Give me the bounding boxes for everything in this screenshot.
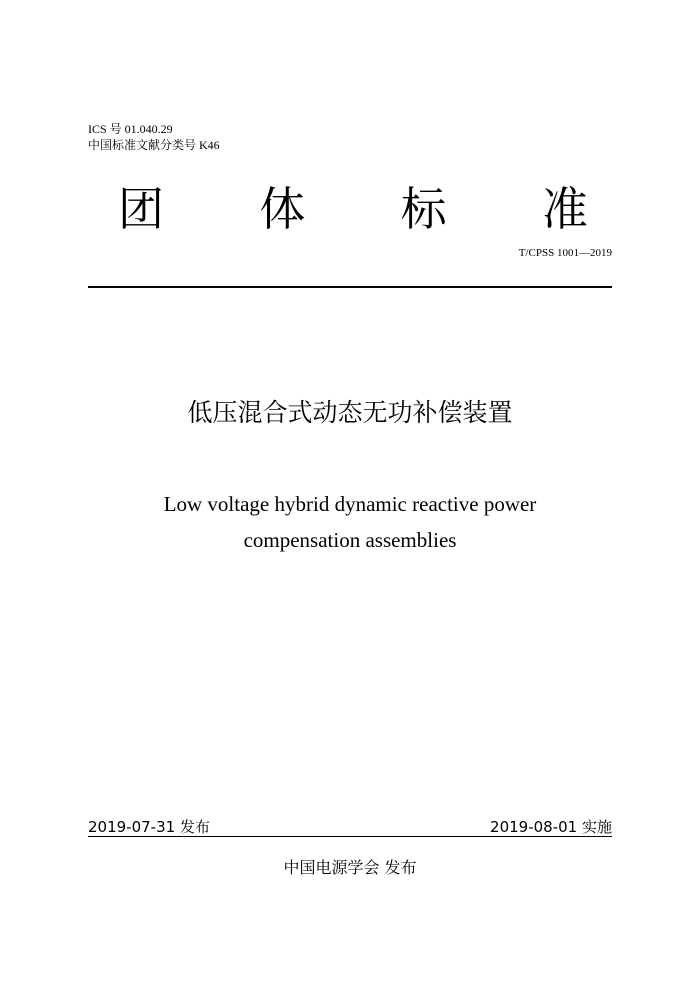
english-title-line-2: compensation assemblies	[243, 528, 457, 552]
english-title	[0, 486, 700, 558]
doc-type-char: 准	[541, 182, 588, 236]
top-divider	[88, 286, 612, 288]
bottom-divider	[88, 836, 612, 837]
standard-number: T/CPSS 1001—2019	[518, 247, 612, 259]
english-title-line-1: Low voltage hybrid dynamic reactive power	[163, 492, 537, 516]
chinese-title: 低压混合式动态无功补偿装置	[187, 398, 513, 427]
ccs-code: 中国标准文献分类号 K46	[88, 138, 220, 152]
implement-date: 2019-08-01 实施	[490, 818, 612, 836]
publish-date: 2019-07-31 发布	[88, 818, 210, 836]
doc-type-char: 体	[259, 182, 306, 236]
document-type-title	[118, 182, 588, 236]
ics-code: ICS 号 01.040.29	[88, 122, 173, 136]
issuer: 中国电源学会 发布	[283, 858, 417, 877]
doc-type-char: 标	[400, 182, 447, 236]
doc-type-char: 团	[118, 182, 164, 236]
